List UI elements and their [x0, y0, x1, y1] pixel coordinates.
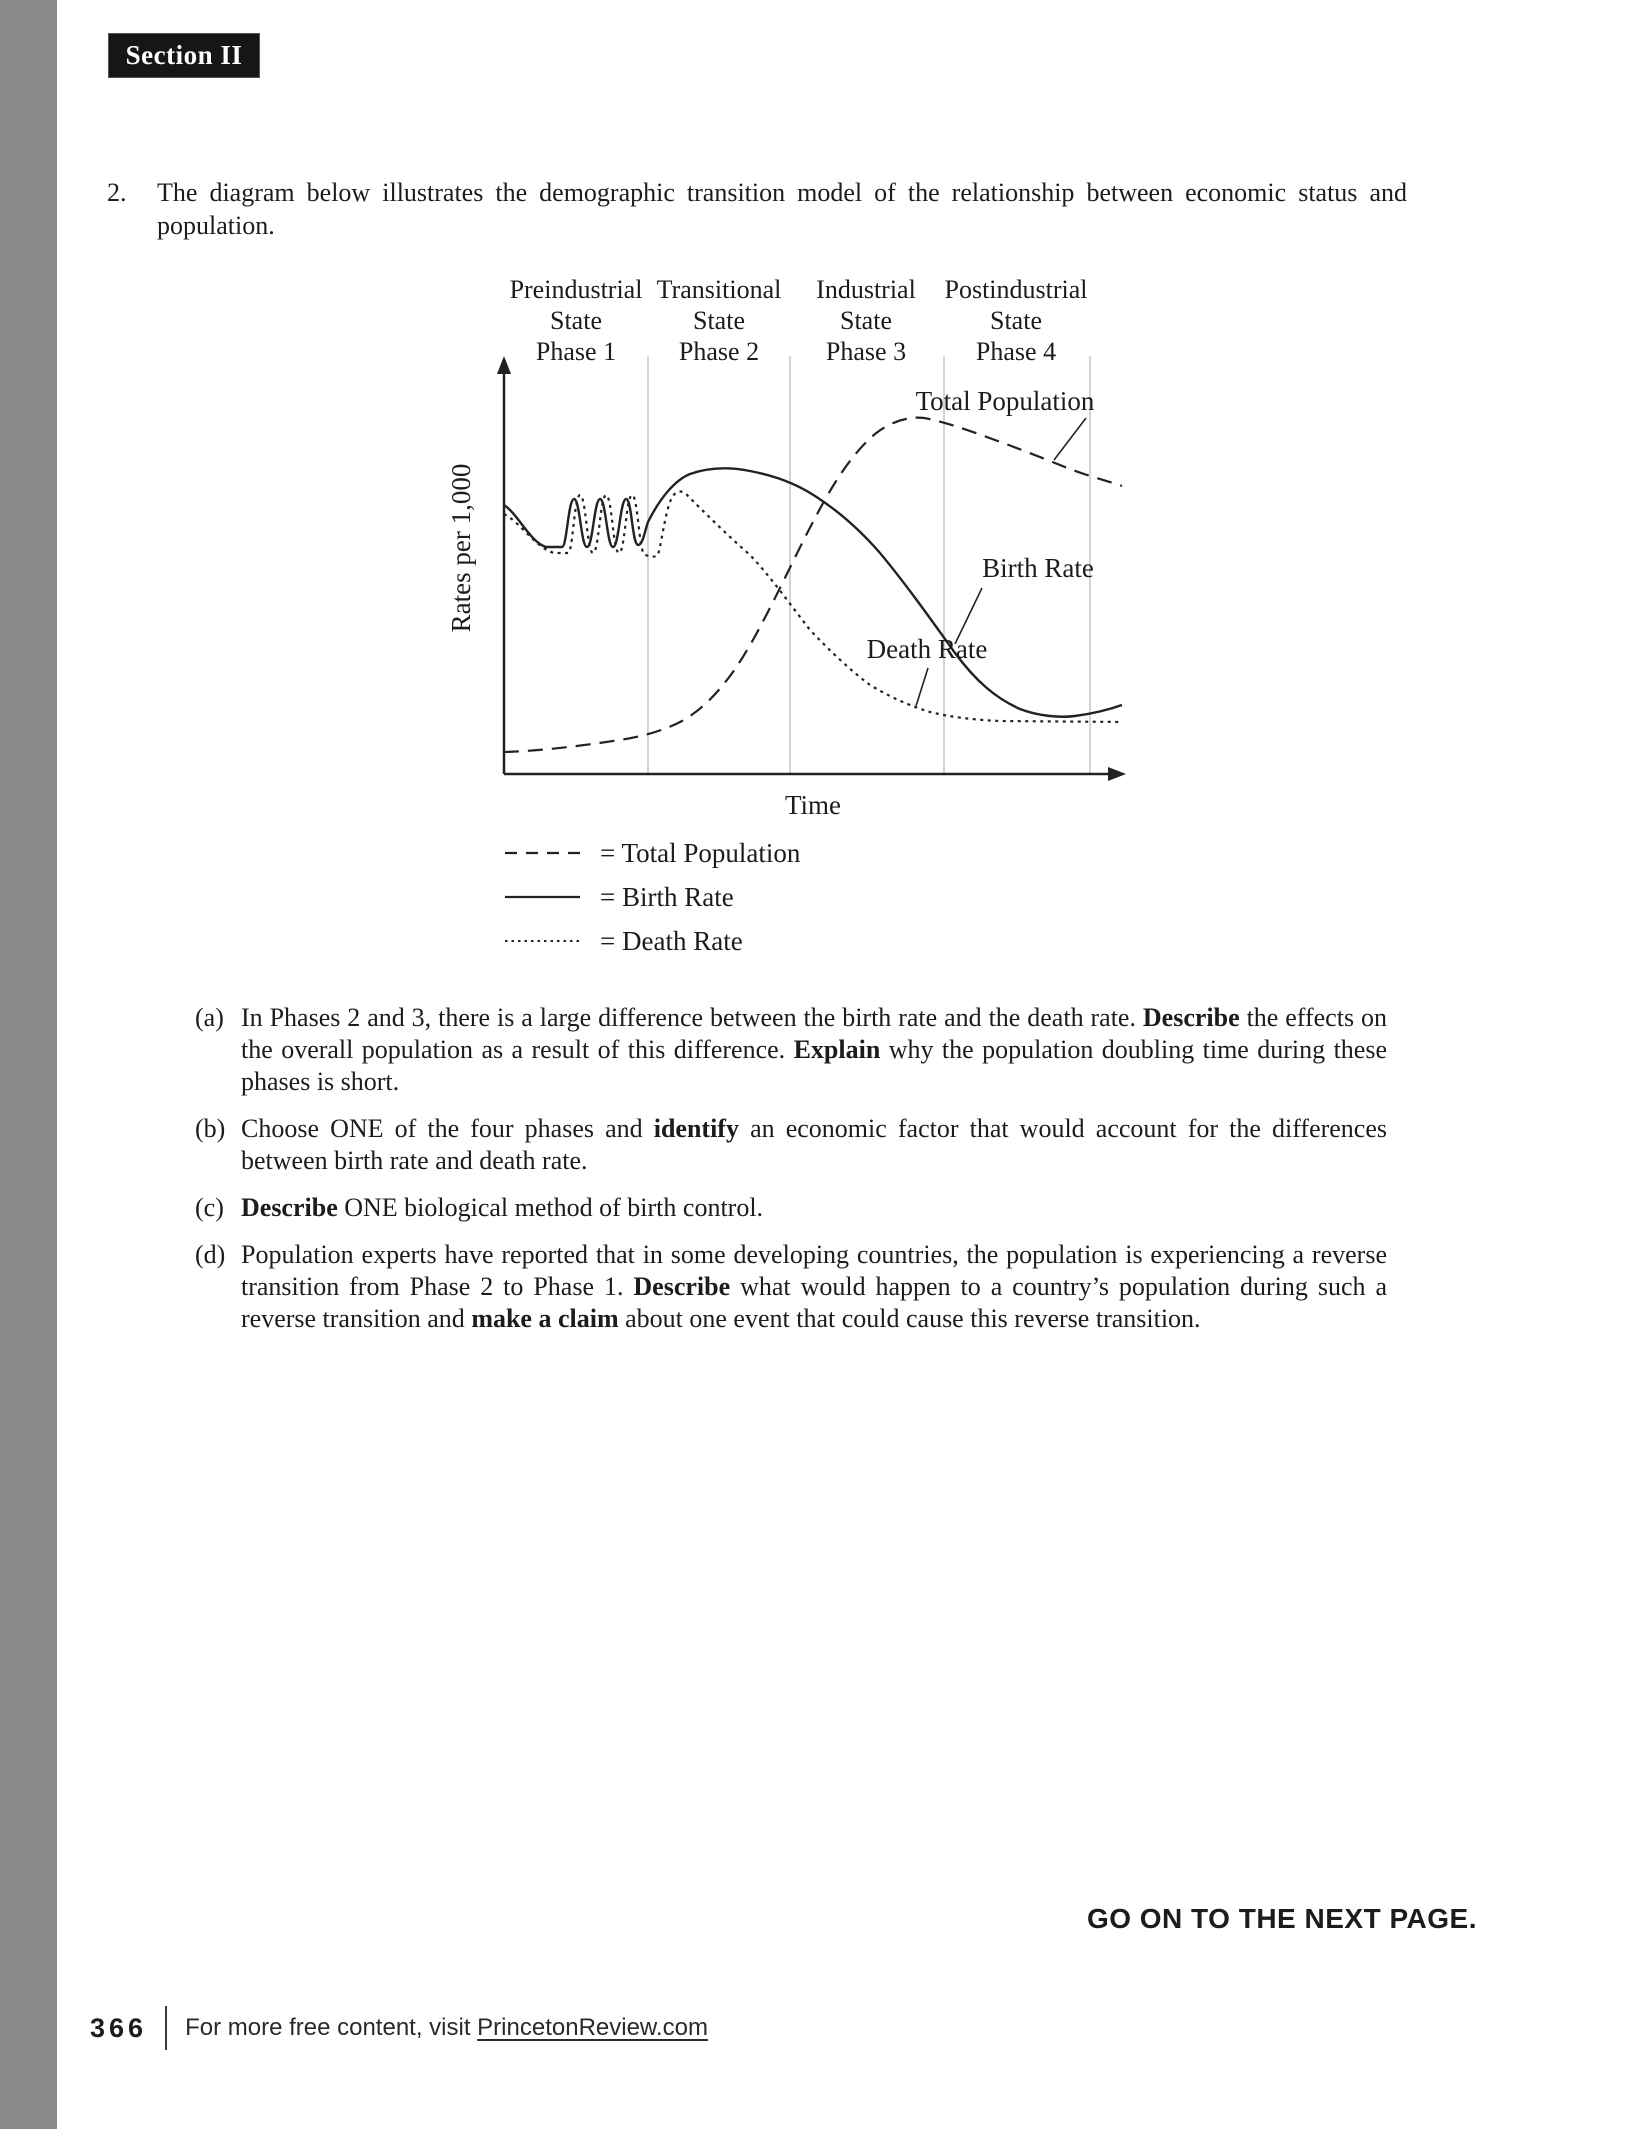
death-rate-label: Death Rate	[866, 634, 988, 664]
phase-1-label: Phase 1	[535, 337, 617, 366]
question-2-number: 2.	[107, 178, 127, 207]
demographic-transition-diagram	[370, 268, 1140, 968]
question-2-intro-text: The diagram below illustrates the demographic transition model of the relationship between economic status and population.	[157, 178, 1407, 240]
legend-death-rate: = Death Rate	[600, 926, 743, 956]
question-part-b	[195, 1113, 1387, 1177]
phase-1-state: State	[550, 306, 602, 335]
phase-1-name: Preindustrial	[509, 275, 643, 304]
page-edge-band	[0, 0, 57, 2129]
total-population-curve	[504, 418, 1122, 752]
phase-2-name: Transitional	[656, 275, 782, 304]
y-axis-label: Rates per 1,000	[446, 463, 476, 633]
phase-3-state: State	[840, 306, 892, 335]
question-part-b-label: (b)	[195, 1114, 226, 1143]
legend-total-population: = Total Population	[600, 838, 801, 868]
question-part-c-text: Describe ONE biological method of birth control.	[241, 1193, 764, 1222]
death-rate-curve	[504, 492, 1122, 723]
phase-2-label: Phase 2	[678, 337, 760, 366]
question-part-a-text: In Phases 2 and 3, there is a large difference between the birth rate and the death rate. Describe the effects on the overall population as a result of this difference. Explain why the population doubling time during these phases is short.	[241, 1003, 1387, 1096]
question-part-a-label: (a)	[195, 1003, 224, 1032]
phase-4-state: State	[990, 306, 1042, 335]
question-part-c	[195, 1192, 1387, 1224]
question-part-d-label: (d)	[195, 1240, 226, 1269]
go-on-instruction: GO ON TO THE NEXT PAGE.	[1086, 1903, 1477, 1934]
birth-rate-label: Birth Rate	[982, 553, 1094, 583]
question-part-d	[195, 1239, 1387, 1335]
phase-2-state: State	[693, 306, 745, 335]
total-population-pointer	[1054, 418, 1086, 460]
phase-4-label: Phase 4	[975, 337, 1057, 366]
section-badge-label: Section II	[125, 40, 243, 70]
question-part-d-text: Population experts have reported that in some developing countries, the population is experiencing a reverse transition from Phase 2 to Phase 1. Describe what would happen to a country’s population during such a reverse transition and make a claim about one event that could cause this reverse transition.	[241, 1240, 1387, 1333]
phase-3-name: Industrial	[816, 275, 916, 304]
question-parts	[195, 1002, 1387, 1350]
question-part-a	[195, 1002, 1387, 1098]
birth-rate-curve	[504, 468, 1122, 716]
footer-divider	[165, 2006, 167, 2050]
total-population-label: Total Population	[915, 386, 1095, 416]
phase-headers	[510, 275, 1088, 366]
demographic-transition-figure	[370, 268, 1140, 968]
phase-4-name: Postindustrial	[944, 275, 1088, 304]
chart-legend	[505, 838, 801, 956]
question-part-c-label: (c)	[195, 1193, 224, 1222]
footer-note-text: For more free content, visit	[185, 2014, 478, 2041]
section-badge	[108, 33, 260, 78]
footer-note	[185, 2014, 708, 2042]
question-2	[107, 176, 1407, 242]
x-axis-arrow-icon	[1108, 767, 1126, 781]
page-footer	[90, 2006, 708, 2050]
question-part-b-text: Choose ONE of the four phases and identify an economic factor that would account for the differences between birth rate and death rate.	[241, 1114, 1388, 1175]
y-axis-arrow-icon	[497, 356, 511, 374]
footer-link[interactable]: PrincetonReview.com	[477, 2014, 708, 2041]
phase-3-label: Phase 3	[825, 337, 907, 366]
page-number: 366	[90, 2012, 148, 2043]
death-rate-pointer	[916, 668, 928, 706]
x-axis-label: Time	[784, 790, 842, 820]
legend-birth-rate: = Birth Rate	[600, 882, 734, 912]
